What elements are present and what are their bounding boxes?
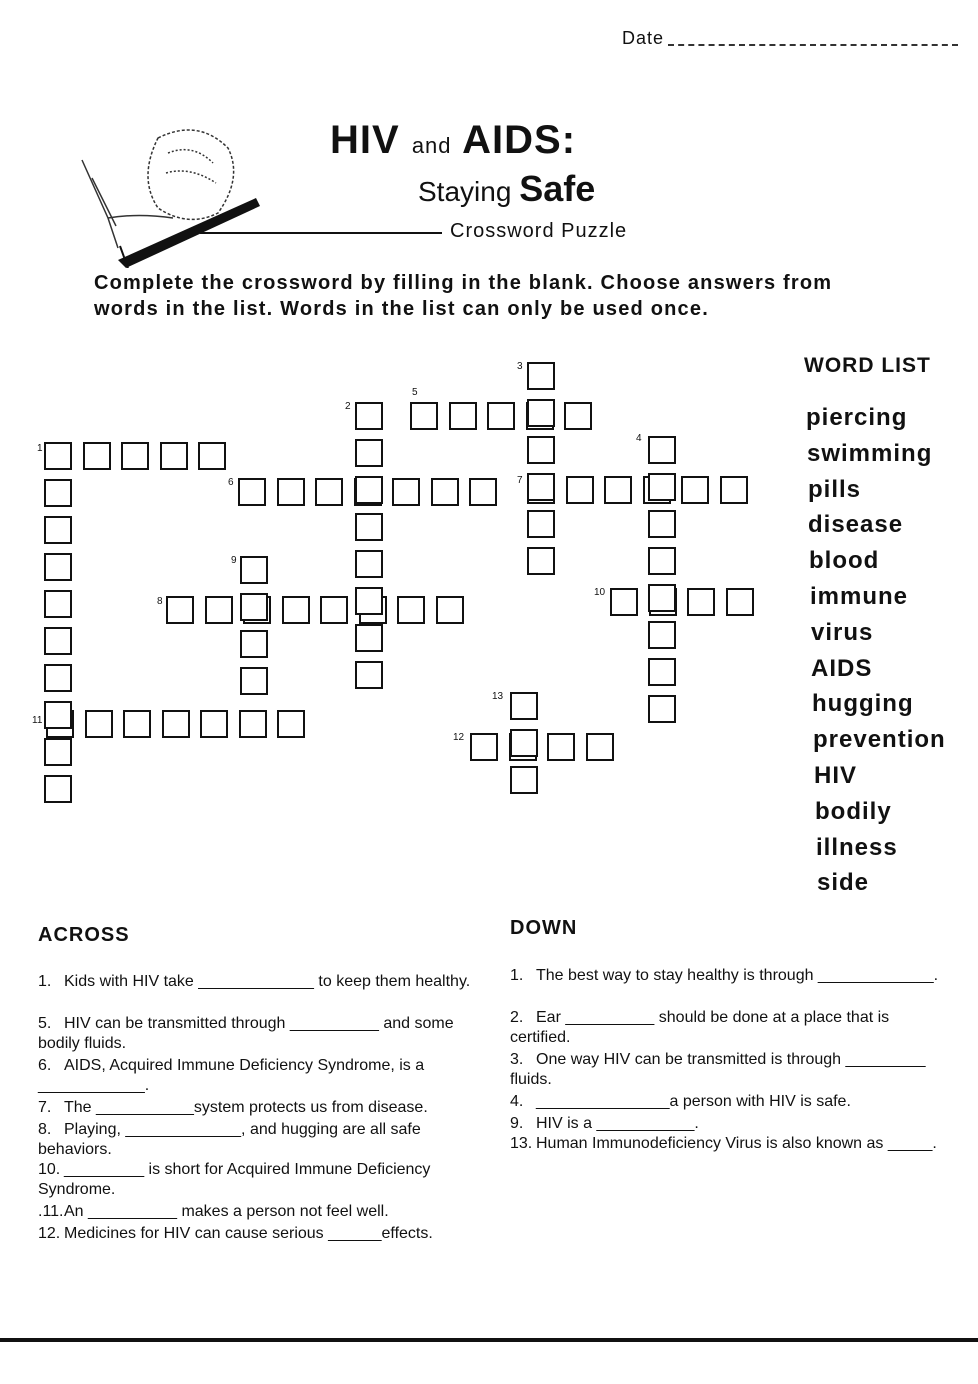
clue-text: The ___________system protects us from disease. xyxy=(64,1099,428,1116)
crossword-cell[interactable] xyxy=(198,442,226,470)
clue-text: Ear __________ should be done at a place that is certified. xyxy=(510,1009,890,1046)
crossword-cell[interactable] xyxy=(681,476,709,504)
clue-number: 8. xyxy=(38,1121,52,1138)
crossword-cell[interactable] xyxy=(397,596,425,624)
crossword-cell[interactable] xyxy=(648,695,676,723)
grid-number: 8 xyxy=(157,596,163,607)
crossword-cell[interactable] xyxy=(436,596,464,624)
word-list-item: piercing xyxy=(806,404,908,431)
grid-number: 4 xyxy=(636,433,642,444)
word-list-item: swimming xyxy=(807,439,933,467)
clue xyxy=(510,1134,940,1154)
clue xyxy=(38,1202,478,1222)
word-list-item: prevention xyxy=(813,726,946,754)
clue-text: HIV can be transmitted through __________ and some bodily fluids. xyxy=(38,1015,454,1052)
crossword-cell[interactable] xyxy=(205,596,233,624)
crossword-cell[interactable] xyxy=(44,516,72,544)
crossword-cell[interactable] xyxy=(44,553,72,581)
crossword-cell[interactable] xyxy=(355,550,383,578)
crossword-cell[interactable] xyxy=(648,658,676,686)
word-list-item: blood xyxy=(809,547,880,575)
word-list-title: WORD LIST xyxy=(804,354,931,377)
crossword-cell[interactable] xyxy=(527,399,555,427)
crossword-cell[interactable] xyxy=(240,593,268,621)
crossword-cell[interactable] xyxy=(240,556,268,584)
word-list-item: bodily xyxy=(815,797,892,825)
crossword-cell[interactable] xyxy=(648,510,676,538)
word-list-item: illness xyxy=(816,833,898,861)
crossword-cell[interactable] xyxy=(431,478,459,506)
clue-text: Medicines for HIV can cause serious ______effects. xyxy=(64,1225,433,1242)
crossword-cell[interactable] xyxy=(527,473,555,501)
grid-number: 1 xyxy=(37,443,43,454)
clue xyxy=(38,972,478,992)
crossword-cell[interactable] xyxy=(510,766,538,794)
grid-number: 7 xyxy=(517,475,523,486)
date-label: Date xyxy=(622,28,665,48)
crossword-cell[interactable] xyxy=(392,478,420,506)
crossword-cell[interactable] xyxy=(610,588,638,616)
grid-number: 11 xyxy=(32,715,43,726)
crossword-cell[interactable] xyxy=(726,588,754,616)
clue-text: _________ is short for Acquired Immune Deficiency Syndrome. xyxy=(38,1161,431,1198)
clue-number: 1. xyxy=(510,967,524,984)
crossword-cell[interactable] xyxy=(240,630,268,658)
crossword-cell[interactable] xyxy=(648,584,676,612)
across-title: ACROSS xyxy=(38,924,130,946)
clue xyxy=(510,1008,940,1048)
crossword-cell[interactable] xyxy=(410,402,438,430)
crossword-cell[interactable] xyxy=(564,402,592,430)
clue-text: An __________ makes a person not feel well. xyxy=(64,1203,389,1220)
page-subtitle: Staying Safe xyxy=(418,168,596,209)
crossword-cell[interactable] xyxy=(469,478,497,506)
crossword-cell[interactable] xyxy=(527,510,555,538)
crossword-cell[interactable] xyxy=(44,590,72,618)
clue-text: Playing, _____________, and hugging are all safe behaviors. xyxy=(38,1121,421,1158)
crossword-cell[interactable] xyxy=(277,478,305,506)
clue-number: 13. xyxy=(510,1135,533,1152)
clue-number: 3. xyxy=(510,1051,524,1068)
word-list-item: HIV xyxy=(814,762,858,789)
crossword-cell[interactable] xyxy=(160,442,188,470)
crossword-cell[interactable] xyxy=(648,547,676,575)
clue-number: 12. xyxy=(38,1225,61,1242)
bottom-rule xyxy=(0,1338,978,1342)
grid-number: 6 xyxy=(228,477,234,488)
crossword-cell[interactable] xyxy=(121,442,149,470)
page-title: HIV and AIDS: xyxy=(330,118,577,162)
crossword-cell[interactable] xyxy=(510,729,538,757)
crossword-cell[interactable] xyxy=(166,596,194,624)
crossword-cell[interactable] xyxy=(240,667,268,695)
clue xyxy=(510,1050,940,1090)
clue-text: Human Immunodeficiency Virus is also known as _____. xyxy=(536,1135,937,1152)
crossword-cell[interactable] xyxy=(44,442,72,470)
clue-text: The best way to stay healthy is through _____________. xyxy=(536,967,939,984)
crossword-cell[interactable] xyxy=(510,692,538,720)
crossword-cell[interactable] xyxy=(355,476,383,504)
crossword-cell[interactable] xyxy=(720,476,748,504)
crossword-cell[interactable] xyxy=(85,710,113,738)
word-list-item: hugging xyxy=(812,690,914,718)
crossword-cell[interactable] xyxy=(83,442,111,470)
crossword-cell[interactable] xyxy=(487,402,515,430)
crossword-cell[interactable] xyxy=(355,439,383,467)
clue-number: 6. xyxy=(38,1057,52,1074)
crossword-cell[interactable] xyxy=(44,627,72,655)
title-underline xyxy=(200,232,442,234)
crossword-cell[interactable] xyxy=(648,621,676,649)
clue-number: 2. xyxy=(510,1009,524,1026)
grid-number: 10 xyxy=(594,587,606,598)
word-list-item: AIDS xyxy=(811,654,873,682)
clue-number: 5. xyxy=(38,1015,52,1032)
crossword-cell[interactable] xyxy=(586,733,614,761)
crossword-cell[interactable] xyxy=(320,596,348,624)
crossword-cell[interactable] xyxy=(277,710,305,738)
puzzle-label: Crossword Puzzle xyxy=(450,220,628,242)
clue xyxy=(38,1160,478,1200)
crossword-cell[interactable] xyxy=(355,624,383,652)
clue-text: HIV is a ___________. xyxy=(536,1115,699,1132)
clue xyxy=(38,1014,478,1054)
date-line xyxy=(668,44,958,46)
crossword-cell[interactable] xyxy=(566,476,594,504)
word-list-item: virus xyxy=(811,618,874,646)
clue xyxy=(38,1056,478,1096)
crossword-cell[interactable] xyxy=(44,701,72,729)
clue xyxy=(38,1098,478,1118)
clue xyxy=(38,1120,478,1160)
crossword-cell[interactable] xyxy=(44,738,72,766)
crossword-cell[interactable] xyxy=(315,478,343,506)
crossword-cell[interactable] xyxy=(239,710,267,738)
clue-text: _______________a person with HIV is safe. xyxy=(536,1093,851,1110)
crossword-cell[interactable] xyxy=(449,402,477,430)
crossword-cell[interactable] xyxy=(648,436,676,464)
clue-number: 1. xyxy=(38,973,52,990)
clue xyxy=(510,1092,940,1112)
grid-number: 9 xyxy=(231,555,237,566)
crossword-cell[interactable] xyxy=(648,473,676,501)
clue-text: Kids with HIV take _____________ to keep them healthy. xyxy=(64,973,471,990)
crossword-cell[interactable] xyxy=(238,478,266,506)
crossword-cell[interactable] xyxy=(527,362,555,390)
crossword-cell[interactable] xyxy=(355,661,383,689)
grid-number: 3 xyxy=(517,361,523,372)
crossword-cell[interactable] xyxy=(355,513,383,541)
grid-number: 13 xyxy=(492,691,504,702)
grid-number: 12 xyxy=(453,732,465,743)
crossword-cell[interactable] xyxy=(470,733,498,761)
crossword-cell[interactable] xyxy=(44,775,72,803)
word-list-item: disease xyxy=(808,511,904,539)
crossword-cell[interactable] xyxy=(604,476,632,504)
crossword-cell[interactable] xyxy=(355,402,383,430)
crossword-cell[interactable] xyxy=(200,710,228,738)
crossword-cell[interactable] xyxy=(527,547,555,575)
crossword-cell[interactable] xyxy=(123,710,151,738)
clue-text: AIDS, Acquired Immune Deficiency Syndrome, is a ____________. xyxy=(38,1057,425,1094)
clue-text: One way HIV can be transmitted is through _________ fluids. xyxy=(510,1051,926,1088)
grid-number: 2 xyxy=(345,401,351,412)
crossword-cell[interactable] xyxy=(44,479,72,507)
crossword-cell[interactable] xyxy=(687,588,715,616)
grid-number: 5 xyxy=(412,387,418,398)
crossword-cell[interactable] xyxy=(44,664,72,692)
crossword-cell[interactable] xyxy=(162,710,190,738)
clue-number: .11. xyxy=(38,1203,64,1220)
crossword-cell[interactable] xyxy=(547,733,575,761)
crossword-cell[interactable] xyxy=(527,436,555,464)
crossword-cell[interactable] xyxy=(282,596,310,624)
down-title: DOWN xyxy=(510,917,578,939)
clue xyxy=(510,966,940,986)
crossword-cell[interactable] xyxy=(355,587,383,615)
clue-number: 4. xyxy=(510,1093,524,1110)
clue-number: 10. xyxy=(38,1161,61,1178)
word-list-item: side xyxy=(817,869,870,897)
hands-logo-icon xyxy=(78,118,268,268)
word-list-item: pills xyxy=(808,475,862,503)
clue xyxy=(38,1224,478,1244)
instructions: Complete the crossword by filling in the blank. Choose answers from words in the list. Words in the list can only be used once. xyxy=(94,272,833,320)
clue-number: 9. xyxy=(510,1115,524,1132)
clue-number: 7. xyxy=(38,1099,52,1116)
word-list-item: immune xyxy=(810,583,909,610)
clue xyxy=(510,1114,940,1134)
